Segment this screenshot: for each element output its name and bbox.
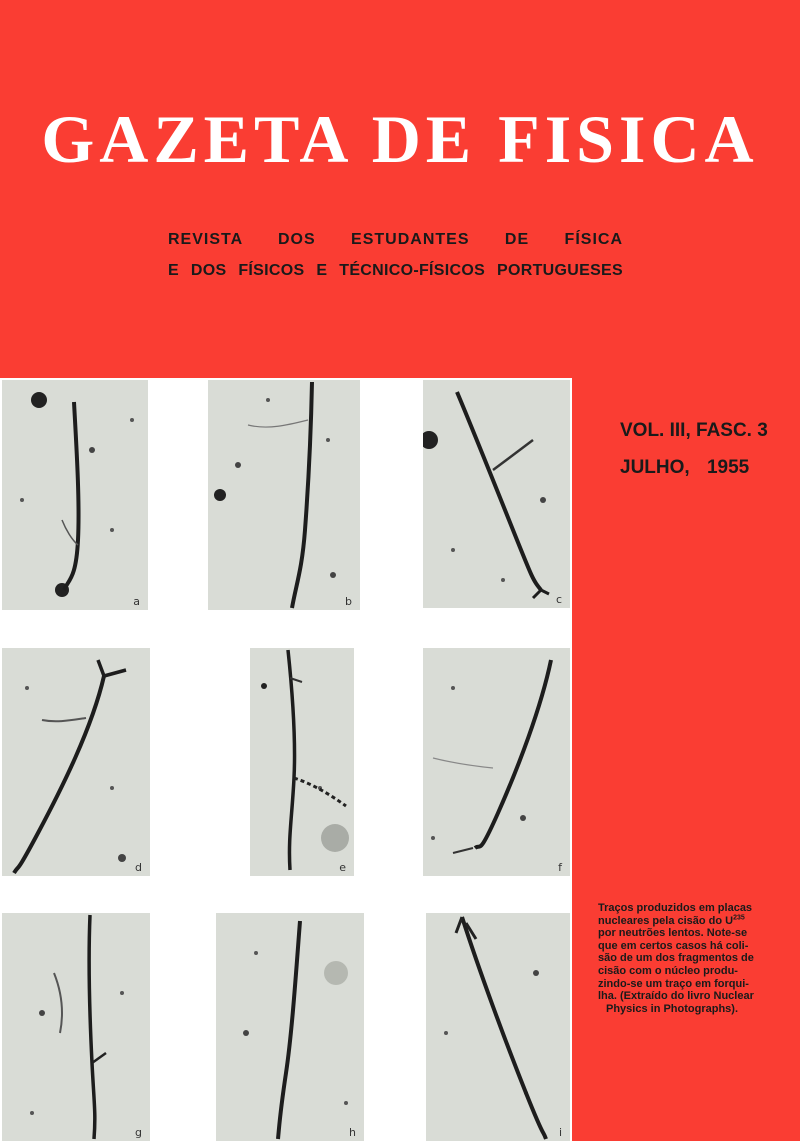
track-photo-b (208, 380, 360, 610)
track-image (250, 648, 354, 876)
track-photo-e (250, 648, 354, 876)
track-photo-d (2, 648, 150, 876)
issue-date: JULHO, 1955 (620, 457, 750, 478)
track-image (2, 913, 150, 1141)
photo-label: a (133, 595, 140, 608)
caption-line (598, 915, 781, 928)
photo-label: b (345, 595, 352, 608)
track-image (423, 648, 570, 876)
photo-label: g (135, 1126, 142, 1139)
track-image (216, 913, 364, 1141)
caption-text: nucleares pela cisão do U (598, 914, 734, 927)
track-image (426, 913, 570, 1141)
caption-line: Physics in Photographs). (606, 1002, 739, 1015)
caption-line: lha. (Extraído do livro Nuclear (598, 990, 754, 1003)
track-image (208, 380, 360, 610)
photo-label: d (135, 861, 142, 874)
photo-label: c (555, 593, 562, 606)
caption-line: que em certos casos há coli- (598, 939, 749, 952)
caption-line: por neutrões lentos. Note-se (598, 927, 748, 940)
caption-line: são de um dos fragmentos de (598, 952, 754, 965)
photo-label: e (339, 861, 346, 874)
subtitle-line-2: E DOS FÍSICOS E TÉCNICO-FÍSICOS PORTUGUESES (168, 262, 623, 279)
subtitle-line-1: REVISTA DOS ESTUDANTES DE FÍSICA (168, 231, 623, 248)
track-photo-h (216, 913, 364, 1141)
photo-label: i (558, 1126, 562, 1139)
photo-grid (0, 378, 572, 1141)
track-photo-f (423, 648, 570, 876)
track-photo-c (423, 380, 570, 608)
track-photo-g (2, 913, 150, 1141)
caption-superscript: 235 (733, 913, 745, 921)
photo-label: f (558, 861, 562, 874)
track-photo-a (2, 380, 148, 610)
track-photo-i (426, 913, 570, 1141)
track-image (2, 380, 148, 610)
caption-line: cisão com o núcleo produ- (598, 964, 738, 977)
photo-caption (598, 902, 781, 1015)
track-image (2, 648, 150, 876)
volume-issue: VOL. III, FASC. 3 (620, 420, 768, 441)
caption-line: zindo-se um traço em forqui- (598, 977, 749, 990)
photo-label: h (349, 1126, 356, 1139)
caption-line: Traços produzidos em placas (598, 902, 753, 914)
track-image (423, 380, 570, 608)
magazine-title: GAZETA DE FISICA (41, 101, 759, 177)
